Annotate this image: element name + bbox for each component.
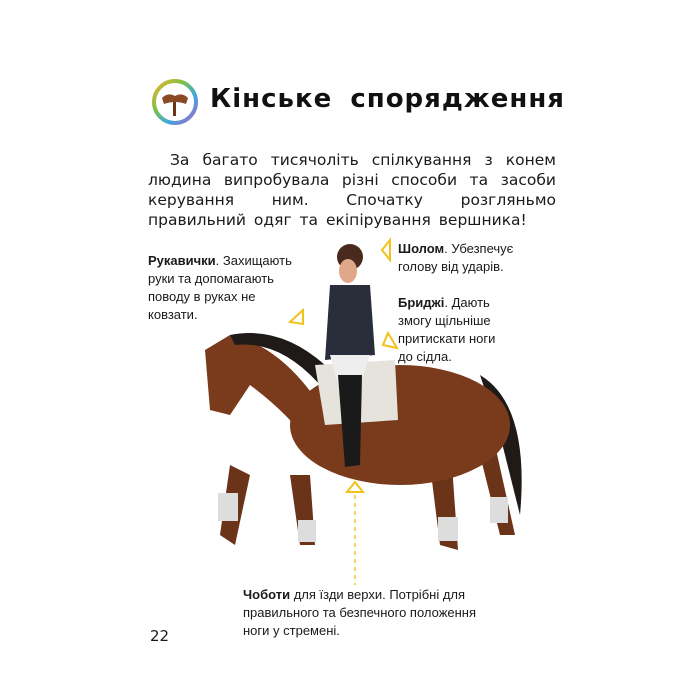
page-number: 22 <box>150 627 170 645</box>
caption-boots: Чоботи для їзди верхи. Потрібні для правильного та безпечного положення ноги у стремені. <box>243 587 477 638</box>
caption-helmet: Шолом. Убезпечує голову від ударів. <box>398 241 514 274</box>
breeches-pointer-icon <box>383 333 397 348</box>
intro-paragraph: За багато тисячоліть спілкування з конем людина випробувала різні способи та засоби керування ним. Спочатку розгляньмо правильний одяг та екіпірування вершника! <box>148 151 556 229</box>
caption-gloves: Рукавички. Захищають руки та допомагають поводу в руках не ковзати. <box>148 253 292 322</box>
helmet-pointer-icon <box>382 240 390 260</box>
caption-breeches: Бриджі. Дають змогу щільніше притискати ноги до сідла. <box>398 295 496 364</box>
boots-pointer-icon <box>347 482 363 492</box>
page-title: Кінське спорядження <box>210 84 565 114</box>
